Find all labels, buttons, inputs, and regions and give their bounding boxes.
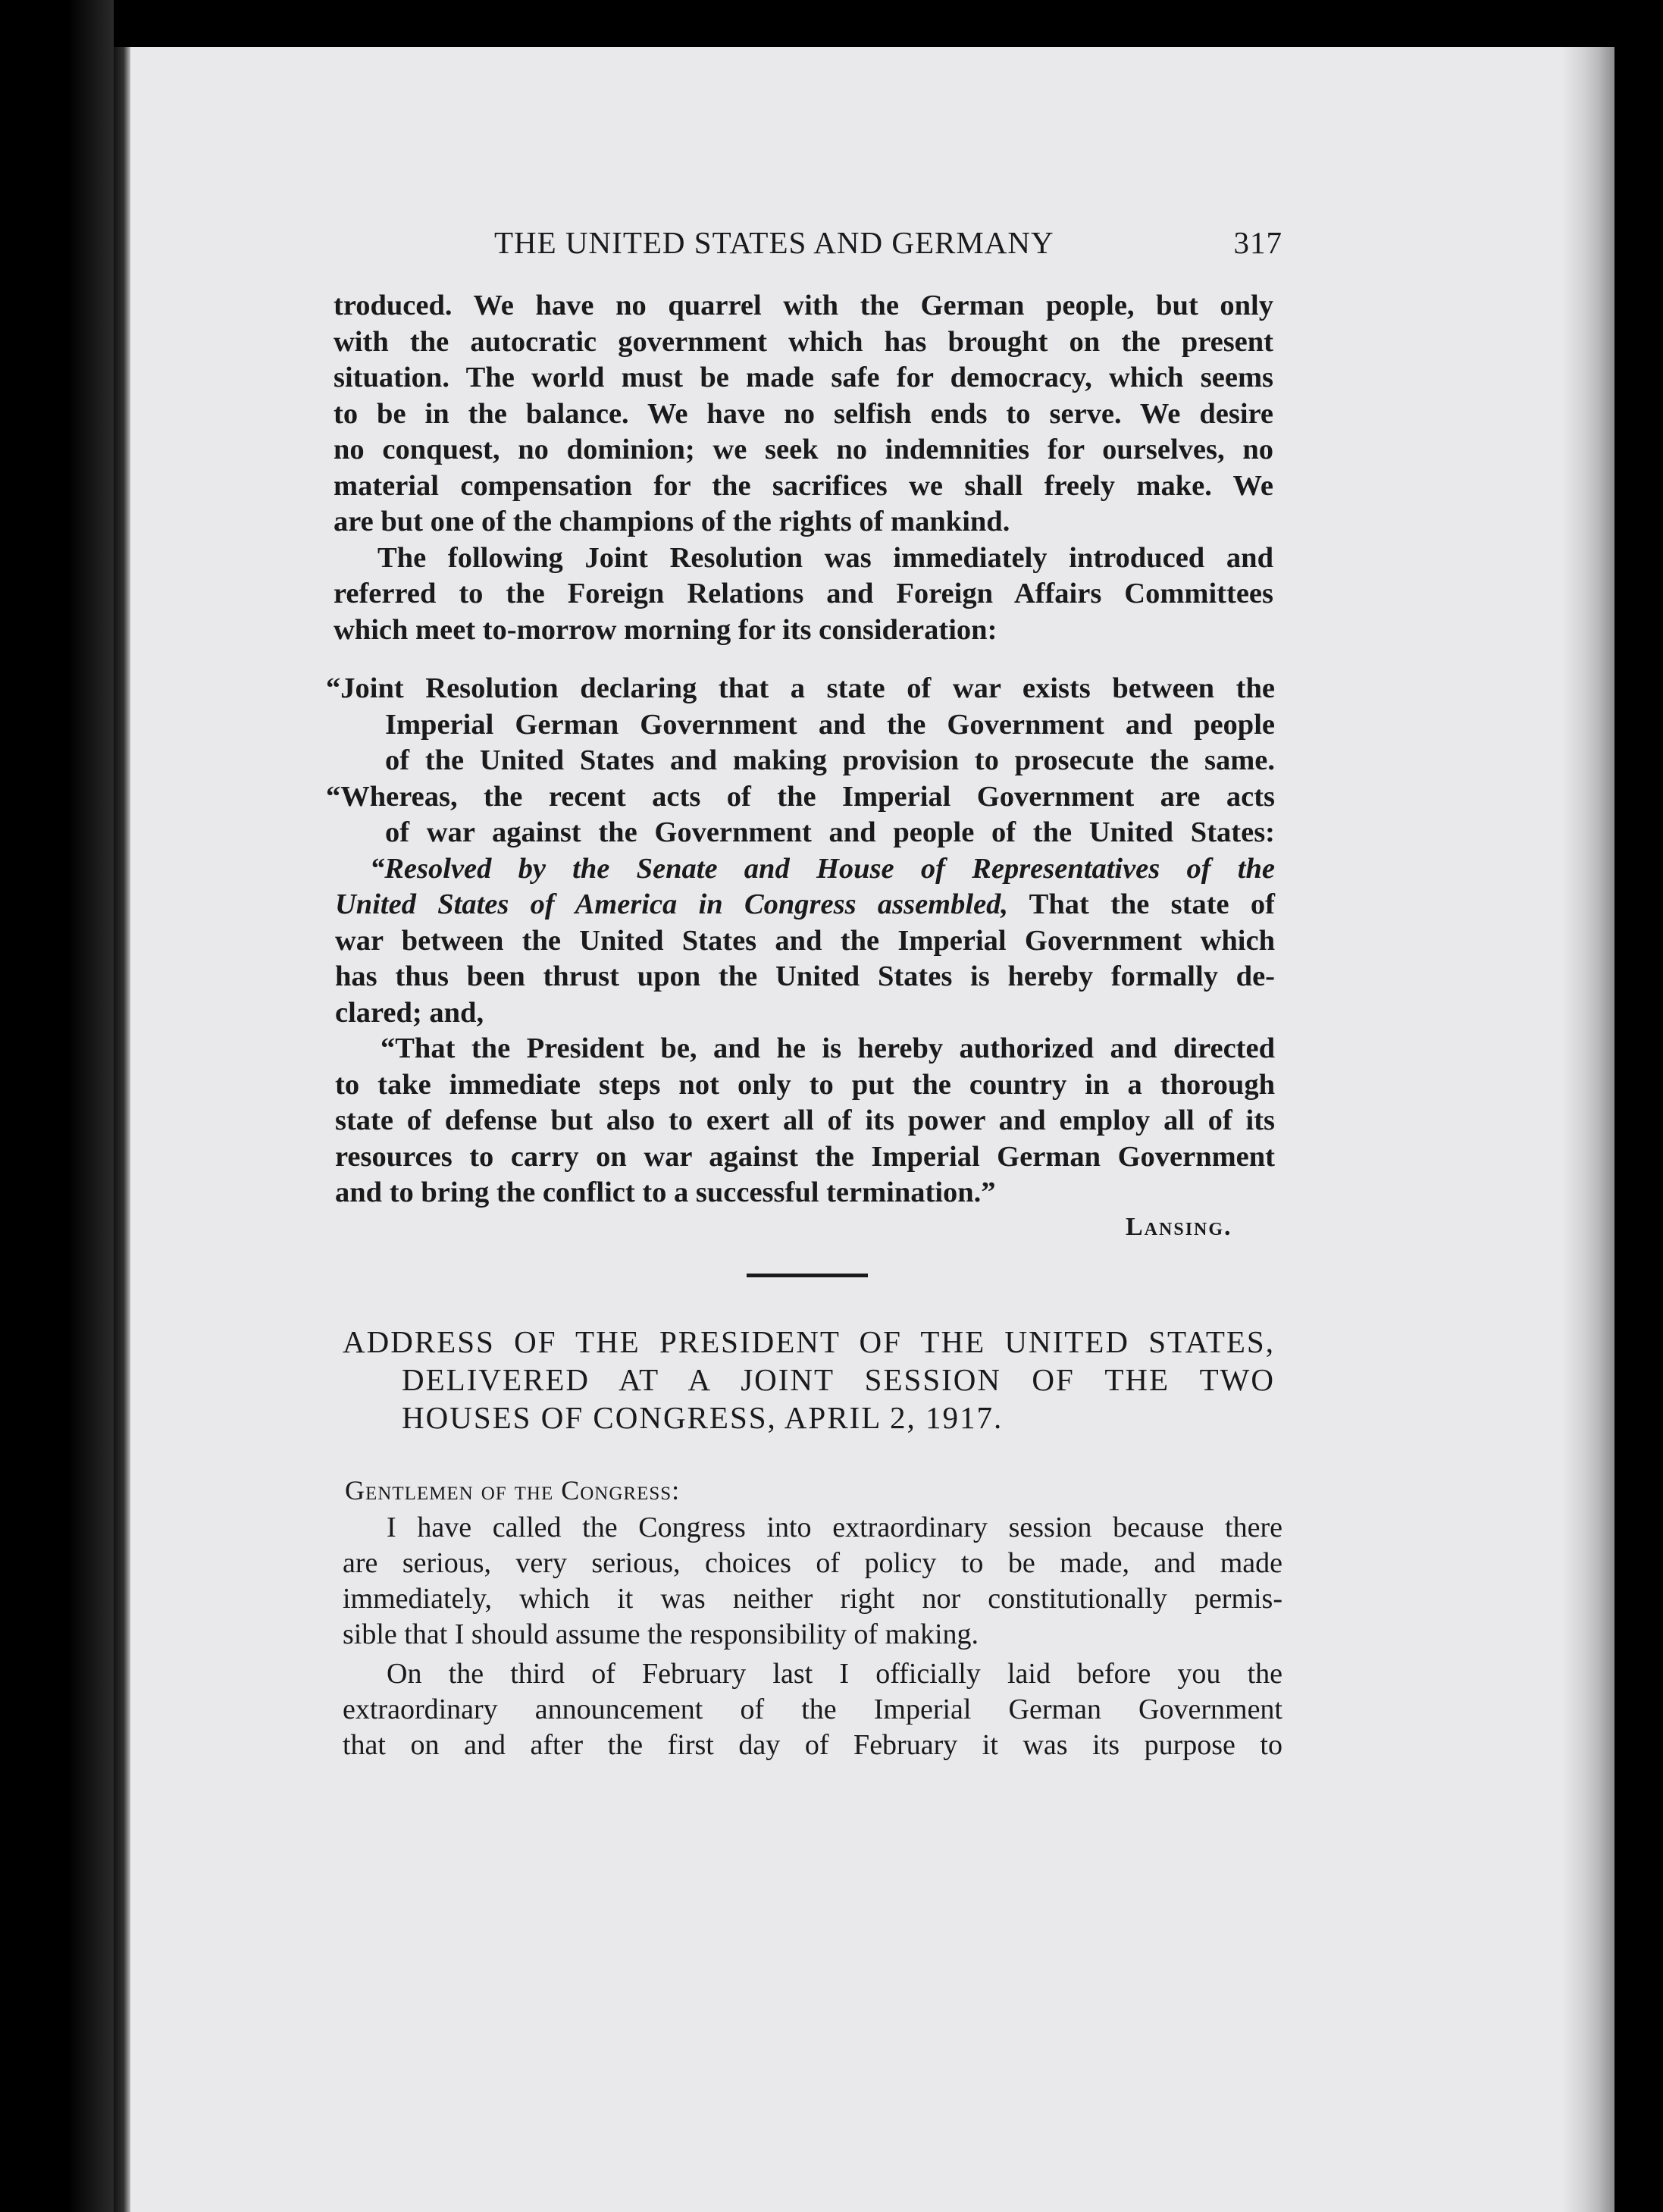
text-line: referred to the Foreign Relations and Foreign Affairs Committees: [334, 578, 1273, 609]
text-line: of the United States and making provision to prosecute the same.: [385, 744, 1275, 776]
text-line: The following Joint Resolution was immediately introduced and: [377, 541, 1273, 574]
letter-body: [334, 288, 1273, 648]
address-body: [343, 1510, 1282, 1763]
salutation: Gentlemen of the Congress:: [345, 1475, 681, 1505]
text-line: “Whereas, the recent acts of the Imperial Government are acts: [326, 780, 1275, 813]
text-line: war between the United States and the Imperial Government which: [335, 924, 1275, 957]
signature-lansing: Lansing.: [1126, 1213, 1232, 1241]
text-line: state of defense but also to exert all of its power and employ all of its: [335, 1104, 1275, 1136]
joint-resolution: [326, 671, 1275, 1211]
text-line: On the third of February last I officially laid before you the: [387, 1658, 1282, 1690]
text-line: “Joint Resolution declaring that a state of war exists between the: [326, 672, 1275, 704]
text-line: troduced. We have no quarrel with the German people, but only: [334, 290, 1273, 321]
page-number: 317: [1233, 225, 1282, 260]
heading-line: HOUSES OF CONGRESS, APRIL 2, 1917.: [402, 1400, 1004, 1435]
text-phrase: That the state of: [1008, 888, 1275, 920]
text-line: I have called the Congress into extraordinary session because there: [387, 1512, 1282, 1543]
text-line: no conquest, no dominion; we seek no indemnities for ourselves, no: [334, 434, 1273, 465]
text-line: with the autocratic government which has brought on the present: [334, 325, 1273, 358]
text-line: immediately, which it was neither right nor constitutionally permis-: [343, 1583, 1282, 1615]
text-line: are but one of the champions of the rights of mankind.: [334, 506, 1010, 537]
text-line: “That the President be, and he is hereby authorized and directed: [381, 1032, 1275, 1064]
text-line: that on and after the first day of February it was its purpose to: [343, 1729, 1282, 1761]
text-line: material compensation for the sacrifices we shall freely make. We: [334, 469, 1273, 502]
text-line: which meet to-morrow morning for its consideration:: [334, 613, 997, 646]
text-line: to be in the balance. We have no selfish ends to serve. We desire: [334, 397, 1273, 430]
page-edge-shadow: [1561, 47, 1614, 2212]
text-line: situation. The world must be made safe for democracy, which seems: [334, 362, 1273, 393]
running-head-title: THE UNITED STATES AND GERMANY: [494, 225, 1054, 260]
heading-line: ADDRESS OF THE PRESIDENT OF THE UNITED STATES,: [343, 1324, 1275, 1359]
text-line: clared; and,: [335, 996, 484, 1029]
text-line: “Resolved by the Senate and House of Representatives of the: [370, 852, 1275, 885]
facing-page-edge: [0, 0, 114, 2212]
text-line: sible that I should assume the responsibility of making.: [343, 1618, 979, 1650]
heading-line: DELIVERED AT A JOINT SESSION OF THE TWO: [402, 1362, 1275, 1397]
text-line: extraordinary announcement of the Imperial German Government: [343, 1693, 1282, 1725]
text-line: of war against the Government and people of the United States:: [385, 816, 1275, 848]
running-head: [494, 224, 1282, 261]
text-line: Imperial German Government and the Government and people: [385, 708, 1275, 741]
text-line: resources to carry on war against the Imperial German Government: [335, 1140, 1275, 1173]
text-line: has thus been thrust upon the United States is hereby formally de-: [335, 960, 1275, 992]
text-line: and to bring the conflict to a successful termination.”: [335, 1176, 996, 1208]
address-heading: [343, 1323, 1275, 1437]
text-line: are serious, very serious, choices of policy to be made, and made: [343, 1547, 1282, 1579]
text-line: to take immediate steps not only to put the country in a thorough: [335, 1068, 1275, 1101]
section-divider: [747, 1274, 868, 1277]
text-line: [326, 887, 1275, 923]
page-gutter: [114, 47, 130, 2212]
italic-phrase: United States of America in Congress assembled,: [335, 888, 1009, 920]
